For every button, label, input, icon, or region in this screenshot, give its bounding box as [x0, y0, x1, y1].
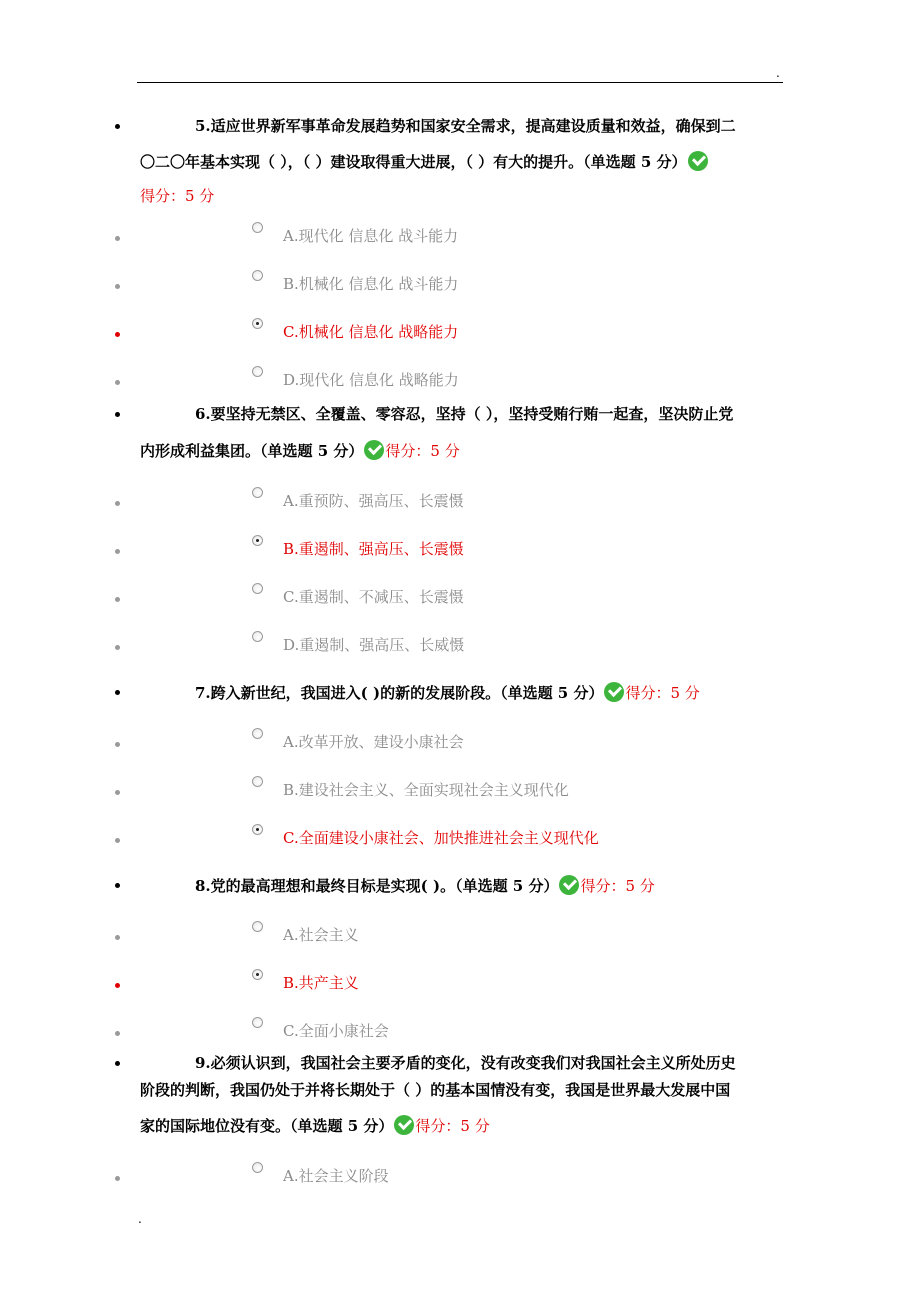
option-bullet: [115, 742, 120, 747]
option-text[interactable]: C.全面小康社会: [283, 1022, 389, 1040]
check-icon: [604, 682, 624, 702]
question-7-score: 得分：5 分: [625, 684, 700, 702]
option-text[interactable]: A.社会主义: [283, 926, 359, 944]
question-9-line-2: 阶段的判断，我国仍处于并将长期处于（ ）的基本国情没有变，我国是世界最大发展中国: [140, 1081, 731, 1099]
footer-dot: .: [138, 1212, 142, 1226]
option-bullet: [115, 501, 120, 506]
question-6-line-1: 6.要坚持无禁区、全覆盖、零容忍，坚持（ ），坚持受贿行贿一起查，坚决防止党: [195, 405, 734, 423]
option-text[interactable]: A.现代化 信息化 战斗能力: [283, 227, 459, 245]
option-bullet: [115, 284, 120, 289]
option-bullet: [115, 935, 120, 940]
option-bullet-selected: [115, 983, 120, 988]
radio-button[interactable]: [252, 583, 263, 594]
question-bullet: [115, 883, 120, 888]
radio-button[interactable]: [252, 776, 263, 787]
question-9-line-3: [140, 1115, 490, 1136]
question-9-text: 家的国际地位没有变。（单选题 5 分）: [140, 1117, 394, 1135]
question-8-score: 得分：5 分: [580, 877, 655, 895]
option-text[interactable]: A.社会主义阶段: [283, 1167, 389, 1185]
radio-button[interactable]: [252, 728, 263, 739]
option-text[interactable]: C.重遏制、不减压、长震慑: [283, 588, 464, 606]
option-text[interactable]: B.机械化 信息化 战斗能力: [283, 275, 459, 293]
question-5-line-1: 5.适应世界新军事革命发展趋势和国家安全需求，提高建设质量和效益，确保到二: [195, 117, 736, 135]
check-icon: [688, 151, 708, 171]
option-bullet: [115, 790, 120, 795]
radio-button[interactable]: [252, 921, 263, 932]
question-5-score: 得分：5 分: [140, 187, 215, 205]
radio-button[interactable]: [252, 1162, 263, 1173]
option-text-selected[interactable]: C.全面建设小康社会、加快推进社会主义现代化: [283, 829, 599, 847]
option-bullet: [115, 645, 120, 650]
radio-button[interactable]: [252, 222, 263, 233]
radio-button-selected[interactable]: [252, 969, 263, 980]
question-9-score: 得分：5 分: [415, 1117, 490, 1135]
option-text[interactable]: D.重遏制、强高压、长威慑: [283, 636, 465, 654]
radio-button[interactable]: [252, 631, 263, 642]
question-bullet: [115, 124, 120, 129]
option-text[interactable]: A.重预防、强高压、长震慑: [283, 492, 464, 510]
question-6-score: 得分：5 分: [385, 442, 460, 460]
question-7-line-1: [195, 682, 700, 703]
header-rule: [137, 82, 783, 83]
option-bullet: [115, 597, 120, 602]
question-8-line-1: [195, 875, 655, 896]
header-dot: .: [776, 66, 780, 80]
check-icon: [364, 440, 384, 460]
option-text[interactable]: D.现代化 信息化 战略能力: [283, 371, 459, 389]
check-icon: [394, 1115, 414, 1135]
radio-button-selected[interactable]: [252, 535, 263, 546]
question-8-text: 8.党的最高理想和最终目标是实现( )。（单选题 5 分）: [195, 877, 559, 895]
question-5-text: 〇二〇年基本实现（ ），（ ）建设取得重大进展，（ ）有大的提升。（单选题 5 分）: [140, 153, 687, 171]
radio-button-selected[interactable]: [252, 824, 263, 835]
question-bullet: [115, 412, 120, 417]
radio-button[interactable]: [252, 270, 263, 281]
option-text-selected[interactable]: C.机械化 信息化 战略能力: [283, 323, 459, 341]
question-7-text: 7.跨入新世纪，我国进入( )的新的发展阶段。（单选题 5 分）: [195, 684, 604, 702]
radio-button[interactable]: [252, 1017, 263, 1028]
option-text[interactable]: B.建设社会主义、全面实现社会主义现代化: [283, 781, 569, 799]
option-bullet-selected: [115, 332, 120, 337]
option-bullet: [115, 549, 120, 554]
option-text-selected[interactable]: B.重遏制、强高压、长震慑: [283, 540, 464, 558]
option-bullet: [115, 1176, 120, 1181]
question-9-line-1: 9.必须认识到，我国社会主要矛盾的变化，没有改变我们对我国社会主义所处历史: [195, 1054, 736, 1072]
radio-button[interactable]: [252, 487, 263, 498]
radio-button-selected[interactable]: [252, 318, 263, 329]
question-bullet: [115, 1061, 120, 1066]
option-bullet: [115, 1031, 120, 1036]
option-text-selected[interactable]: B.共产主义: [283, 974, 359, 992]
question-bullet: [115, 690, 120, 695]
radio-button[interactable]: [252, 366, 263, 377]
question-5-line-2: [140, 151, 709, 172]
option-bullet: [115, 380, 120, 385]
question-6-text: 内形成利益集团。（单选题 5 分）: [140, 442, 364, 460]
option-text[interactable]: A.改革开放、建设小康社会: [283, 733, 464, 751]
question-6-line-2: [140, 440, 460, 461]
option-bullet: [115, 236, 120, 241]
option-bullet: [115, 838, 120, 843]
check-icon: [559, 875, 579, 895]
